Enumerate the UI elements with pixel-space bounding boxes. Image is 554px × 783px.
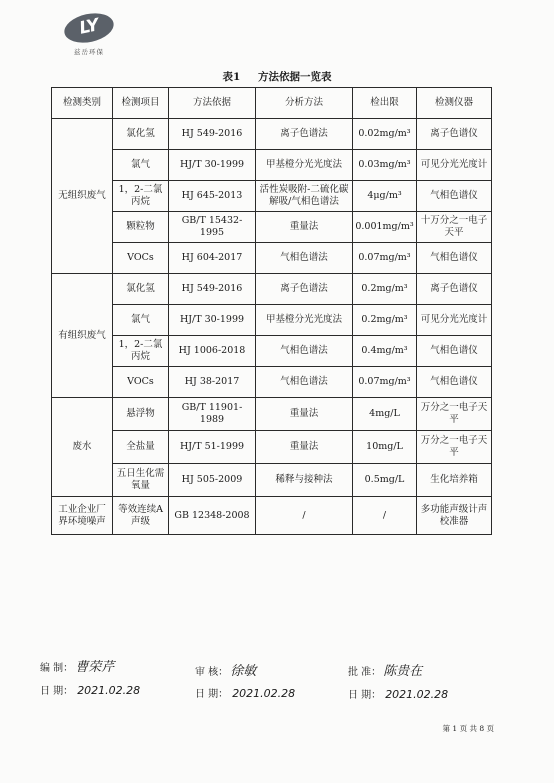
analysis-method-cell: 甲基橙分光光度法	[256, 150, 353, 181]
detection-limit-cell: 0.5mg/L	[353, 464, 417, 497]
approver-signature: 陈贵在	[383, 664, 423, 679]
compile-date-label: 日 期：	[40, 686, 74, 697]
page-number: 第 1 页 共 8 页	[442, 724, 494, 733]
reviewer-line	[195, 660, 256, 679]
compile-date-line	[40, 682, 140, 697]
company-logo	[58, 14, 120, 60]
method-basis-cell: HJ 1006-2018	[169, 336, 256, 367]
method-basis-cell: HJ 549-2016	[169, 274, 256, 305]
compiler-signature: 曹荣芹	[75, 660, 115, 675]
detection-limit-cell: /	[353, 497, 417, 535]
method-basis-cell: HJ 549-2016	[169, 119, 256, 150]
item-cell: 颗粒物	[113, 212, 169, 243]
reviewer-label: 审 核：	[195, 667, 229, 678]
column-header: 方法依据	[169, 88, 256, 119]
approve-date: 2021.02.28	[385, 688, 449, 701]
analysis-method-cell: 重量法	[256, 398, 353, 431]
table-number: 表1	[222, 71, 241, 83]
item-cell: 1，2-二氯丙烷	[113, 181, 169, 212]
item-cell: 五日生化需氧量	[113, 464, 169, 497]
analysis-method-cell: 活性炭吸附-二硫化碳解吸/气相色谱法	[256, 181, 353, 212]
approve-date-line	[348, 686, 448, 701]
method-basis-cell: HJ 645-2013	[169, 181, 256, 212]
instrument-cell: 十万分之一电子天平	[417, 212, 492, 243]
method-basis-cell: HJ 505-2009	[169, 464, 256, 497]
table-row	[52, 367, 492, 398]
instrument-cell: 可见分光光度计	[417, 305, 492, 336]
logo-mark: LY	[62, 9, 117, 47]
analysis-method-cell: 离子色谱法	[256, 119, 353, 150]
detection-limit-cell: 0.03mg/m³	[353, 150, 417, 181]
table-row	[52, 431, 492, 464]
analysis-method-cell: 重量法	[256, 431, 353, 464]
instrument-cell: 万分之一电子天平	[417, 398, 492, 431]
analysis-method-cell: 稀释与接种法	[256, 464, 353, 497]
review-date: 2021.02.28	[232, 687, 296, 700]
item-cell: VOCs	[113, 367, 169, 398]
method-basis-cell: HJ/T 30-1999	[169, 150, 256, 181]
table-row	[52, 398, 492, 431]
method-basis-cell: GB/T 15432-1995	[169, 212, 256, 243]
table-header-row	[52, 88, 492, 119]
category-cell: 工业企业厂界环境噪声	[52, 497, 113, 535]
method-table	[51, 87, 492, 535]
analysis-method-cell: 离子色谱法	[256, 274, 353, 305]
column-header: 分析方法	[256, 88, 353, 119]
analysis-method-cell: 气相色谱法	[256, 336, 353, 367]
item-cell: 氯化氢	[113, 119, 169, 150]
analysis-method-cell: 气相色谱法	[256, 367, 353, 398]
detection-limit-cell: 0.02mg/m³	[353, 119, 417, 150]
table-title-text: 方法依据一览表	[257, 71, 332, 83]
instrument-cell: 万分之一电子天平	[417, 431, 492, 464]
instrument-cell: 离子色谱仪	[417, 274, 492, 305]
detection-limit-cell: 0.2mg/m³	[353, 305, 417, 336]
instrument-cell: 生化培养箱	[417, 464, 492, 497]
method-basis-cell: HJ/T 51-1999	[169, 431, 256, 464]
item-cell: 等效连续A声级	[113, 497, 169, 535]
detection-limit-cell: 10mg/L	[353, 431, 417, 464]
table-row	[52, 336, 492, 367]
approver-line	[348, 660, 422, 679]
instrument-cell: 气相色谱仪	[417, 336, 492, 367]
instrument-cell: 可见分光光度计	[417, 150, 492, 181]
item-cell: 氯气	[113, 305, 169, 336]
approve-date-label: 日 期：	[348, 690, 382, 701]
compiler-label: 编 制：	[40, 663, 74, 674]
review-date-line	[195, 685, 295, 700]
compiler-line	[40, 656, 114, 675]
item-cell: 悬浮物	[113, 398, 169, 431]
table-row	[52, 305, 492, 336]
item-cell: 1，2-二氯丙烷	[113, 336, 169, 367]
logo-caption: 兹岳环保	[74, 48, 104, 56]
detection-limit-cell: 0.001mg/m³	[353, 212, 417, 243]
column-header: 检测项目	[113, 88, 169, 119]
detection-limit-cell: 4mg/L	[353, 398, 417, 431]
instrument-cell: 气相色谱仪	[417, 243, 492, 274]
item-cell: 全盐量	[113, 431, 169, 464]
category-cell: 废水	[52, 398, 113, 497]
analysis-method-cell: 气相色谱法	[256, 243, 353, 274]
detection-limit-cell: 0.4mg/m³	[353, 336, 417, 367]
table-row	[52, 181, 492, 212]
column-header: 检出限	[353, 88, 417, 119]
instrument-cell: 气相色谱仪	[417, 181, 492, 212]
method-basis-cell: HJ/T 30-1999	[169, 305, 256, 336]
table-row	[52, 212, 492, 243]
table-row	[52, 274, 492, 305]
table-body	[52, 119, 492, 535]
column-header: 检测仪器	[417, 88, 492, 119]
table-row	[52, 464, 492, 497]
method-basis-cell: GB/T 11901-1989	[169, 398, 256, 431]
table-row	[52, 497, 492, 535]
detection-limit-cell: 0.2mg/m³	[353, 274, 417, 305]
analysis-method-cell: /	[256, 497, 353, 535]
table-row	[52, 119, 492, 150]
table-row	[52, 150, 492, 181]
table-title	[0, 69, 554, 84]
table-row	[52, 243, 492, 274]
method-basis-cell: GB 12348-2008	[169, 497, 256, 535]
review-date-label: 日 期：	[195, 689, 229, 700]
detection-limit-cell: 4μg/m³	[353, 181, 417, 212]
detection-limit-cell: 0.07mg/m³	[353, 243, 417, 274]
item-cell: 氯化氢	[113, 274, 169, 305]
reviewer-signature: 徐敏	[230, 664, 257, 679]
instrument-cell: 多功能声级计声校准器	[417, 497, 492, 535]
item-cell: 氯气	[113, 150, 169, 181]
method-basis-cell: HJ 38-2017	[169, 367, 256, 398]
category-cell: 无组织废气	[52, 119, 113, 274]
compile-date: 2021.02.28	[77, 684, 141, 697]
item-cell: VOCs	[113, 243, 169, 274]
category-cell: 有组织废气	[52, 274, 113, 398]
column-header: 检测类别	[52, 88, 113, 119]
analysis-method-cell: 甲基橙分光光度法	[256, 305, 353, 336]
detection-limit-cell: 0.07mg/m³	[353, 367, 417, 398]
instrument-cell: 离子色谱仪	[417, 119, 492, 150]
method-basis-cell: HJ 604-2017	[169, 243, 256, 274]
approver-label: 批 准：	[348, 667, 382, 678]
instrument-cell: 气相色谱仪	[417, 367, 492, 398]
analysis-method-cell: 重量法	[256, 212, 353, 243]
